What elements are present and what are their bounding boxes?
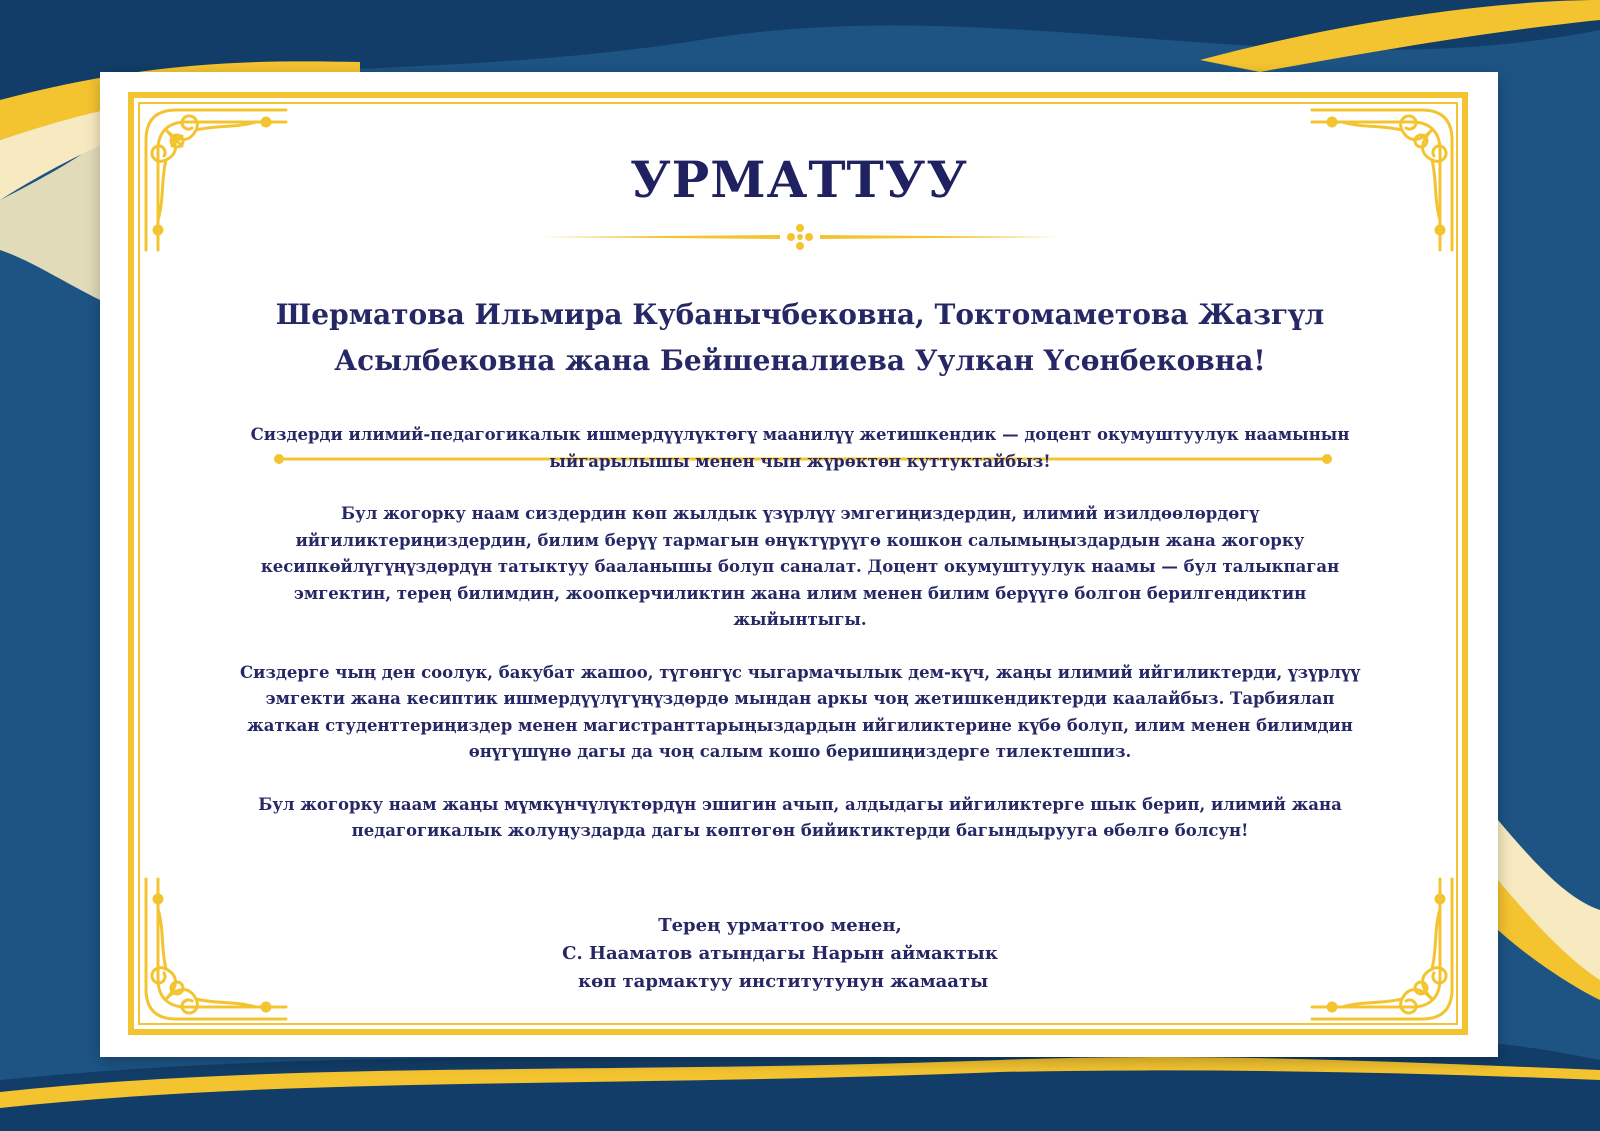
gold-fleur-divider-icon bbox=[540, 222, 1060, 252]
paragraph-1: Сиздерди илимий-педагогикалык ишмердүүлүктөгү маанилүү жетишкендик — доцент окумуштуулук наамынын ыйгарылышы менен чын жүрөктөн куттуктайбыз! bbox=[250, 425, 1350, 471]
recipients-line-1: Шерматова Ильмира Кубанычбековна, Токтомаметова Жазгүл bbox=[275, 298, 1325, 331]
paragraph-4: Бул жогорку наам жаңы мүмкүнчүлүктөрдүн эшигин ачып, алдыдагы ийгиликтерге шык берип, илимий жана педагогикалык жолуңуздарда дагы көптөгөн бийиктиктерди багындырууга өбөлгө болсун! bbox=[258, 794, 1342, 840]
recipients-names bbox=[270, 292, 1330, 384]
recipients-line-2: Асылбековна жана Бейшеналиева Уулкан Үсөнбековна! bbox=[334, 344, 1266, 377]
signature-line-2: С. Нааматов атындагы Нарын аймактык bbox=[562, 943, 998, 964]
paragraph-3: Сиздерге чың ден соолук, бакубат жашоо, түгөнгүс чыгармачылык дем-күч, жаңы илимий ийгиликтерди, үзүрлүү эмгекти жана кесиптик ишмердүүлүгүңүздөрдө мындан аркы чоң жетишкендиктерди каалайбыз. Тарбиялап жаткан студенттериңиздер менен магистранттарыңыздардын ийгиликтерине күбө болуп, илим менен билимдин өнүгүшүнө дагы да чоң салым кошо беришиңиздерге тилектешпиз. bbox=[239, 662, 1361, 761]
paragraph-2: Бул жогорку наам сиздердин көп жылдык үзүрлүү эмгегиңиздердин, илимий изилдөөлөрдөгү ийгиликтериңиздердин, билим берүү тармагын өнүктүрүүгө кошкон салымыңыздардын жана жогорку кесипкөйлүгүңүздөрдүн татыктуу бааланышы болуп саналат. Доцент окумуштуулук наамы — бул талыкпаган эмгектин, терең билимдин, жоопкерчиликтин жана илим менен билим берүүгө болгон берилгендиктин жыйынтыгы. bbox=[260, 504, 1340, 629]
certificate-title: УРМАТТУУ bbox=[630, 150, 968, 209]
signature-block bbox=[400, 912, 1160, 996]
signature-line-3: көп тармактуу институтунун жамааты bbox=[571, 971, 989, 992]
signature-line-1: Терең урматтоо менен, bbox=[658, 915, 902, 936]
congratulation-text bbox=[230, 422, 1370, 871]
ornamental-flourish-corner-icon bbox=[1302, 869, 1462, 1029]
certificate-sheet bbox=[100, 72, 1498, 1057]
ornamental-flourish-corner-icon bbox=[136, 869, 296, 1029]
